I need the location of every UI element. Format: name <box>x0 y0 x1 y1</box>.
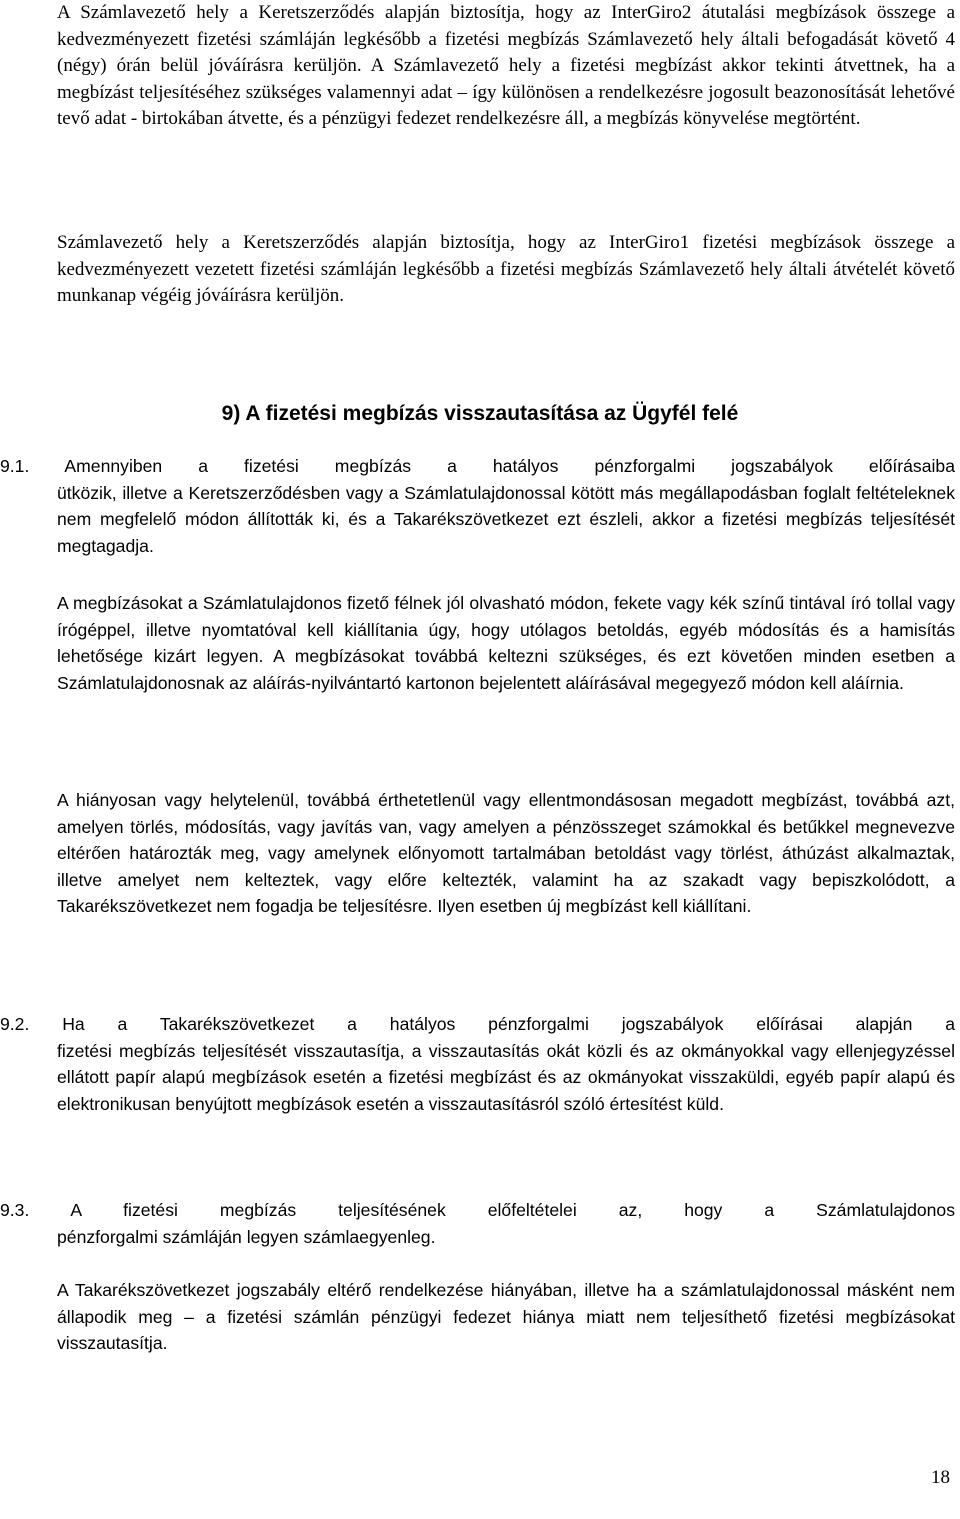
section-9-3 <box>0 1197 955 1250</box>
section-number: 9.2. <box>0 1014 30 1034</box>
section-9-1 <box>0 453 955 559</box>
section-9-3-first-line-text: A fizetési megbízás teljesítésének előfeltételei az, hogy a Számlatulajdonos <box>70 1200 955 1220</box>
section-number: 9.3. <box>0 1200 30 1220</box>
section-9-1-first-line-text: Amennyiben a fizetési megbízás a hatályos pénzforgalmi jogszabályok előírásaiba <box>64 456 955 476</box>
paragraph-hianyos-megbizas: A hiányosan vagy helytelenül, továbbá érthetetlenül vagy ellentmondásosan megadott megbízást, továbbá azt, amelyen törlés, módosítás, vagy javítás van, vagy amelyen a pénzösszeget számokkal és betűkkel megnevezve eltérően határozták meg, vagy amelynek előnyomott tartalmában betoldást vagy törlést, áthúzást alkalmaztak, illetve amelyet nem kelteztek, vagy előre keltezték, valamint ha az szakadt vagy bepiszkolódott, a Takarékszövetkezet nem fogadja be teljesítésre. Ilyen esetben új megbízást kell kiállítani. <box>57 790 955 917</box>
section-heading: 9) A fizetési megbízás visszautasítása az Ügyfél felé <box>221 402 739 425</box>
section-9-2 <box>0 1011 955 1117</box>
paragraph-fedezet-hianya: A Takarékszövetkezet jogszabály eltérő rendelkezése hiányában, illetve ha a számlatulajdonossal másként nem állapodik meg – a fizetési számlán pénzügyi fedezet hiánya miatt nem teljesíthető fizetési megbízásokat visszautasítja. <box>57 1280 955 1354</box>
section-number: 9.1. <box>0 456 30 476</box>
section-9-3-first-line <box>0 1197 955 1224</box>
page-number: 18 <box>931 1467 950 1488</box>
paragraph-megbizasok-kitoltese: A megbízásokat a Számlatulajdonos fizető félnek jól olvasható módon, fekete vagy kék színű tintával író tollal vagy írógéppel, illetve nyomtatóval kell kiállítania úgy, hogy utólagos betoldás, egyéb módosítás és a hamisítás lehetősége kizárt legyen. A megbízásokat továbbá keltezni szükséges, és ezt követően minden esetben a Számlatulajdonosnak az aláírás-nyilvántartó kartonon bejelentett aláírásával megegyező módon kell aláírnia. <box>57 593 955 693</box>
section-9-2-first-line-text: Ha a Takarékszövetkezet a hatályos pénzforgalmi jogszabályok előírásai alapján a <box>62 1014 955 1034</box>
section-9-1-first-line <box>0 453 955 480</box>
paragraph-intergiro2: A Számlavezető hely a Keretszerződés alapján biztosítja, hogy az InterGiro2 átutalási megbízások összege a kedvezményezett fizetési számláján legkésőbb a fizetési megbízás Számlavezető hely általi befogadását követő 4 (négy) órán belül jóváírásra kerüljön. A Számlavezető hely a fizetési megbízást akkor tekinti átvettnek, ha a megbízást teljesítéséhez szükséges valamennyi adat – így különösen a rendelkezésre jogosult beazonosítását lehetővé tevő adat - birtokában átvette, és a pénzügyi fedezet rendelkezésre áll, a megbízás könyvelése megtörtént. <box>57 2 955 130</box>
section-9-3-body: pénzforgalmi számláján legyen számlaegyenleg. <box>57 1226 436 1247</box>
paragraph-intergiro1: Számlavezető hely a Keretszerződés alapján biztosítja, hogy az InterGiro1 fizetési megbízások összege a kedvezményezett vezetett fizetési számláján legkésőbb a fizetési megbízás Számlavezető hely általi átvételét követő munkanap végéig jóváírásra kerüljön. <box>57 232 955 307</box>
section-9-2-first-line <box>0 1011 955 1038</box>
section-9-2-body: fizetési megbízás teljesítését visszautasítja, a visszautasítás okát közli és az okmányokkal vagy ellenjegyzéssel ellátott papír alapú megbízások esetén a fizetési megbízást és az okmányokat visszaküldi, egyéb papír alapú és elektronikusan benyújtott megbízások esetén a visszautasításról szóló értesítést küld. <box>57 1040 955 1114</box>
section-9-1-body: ütközik, illetve a Keretszerződésben vagy a Számlatulajdonossal kötött más megállapodásban foglalt feltételeknek nem megfelelő módon állították ki, és a Takarékszövetkezet ezt észleli, akkor a fizetési megbízás teljesítését megtagadja. <box>57 482 955 556</box>
